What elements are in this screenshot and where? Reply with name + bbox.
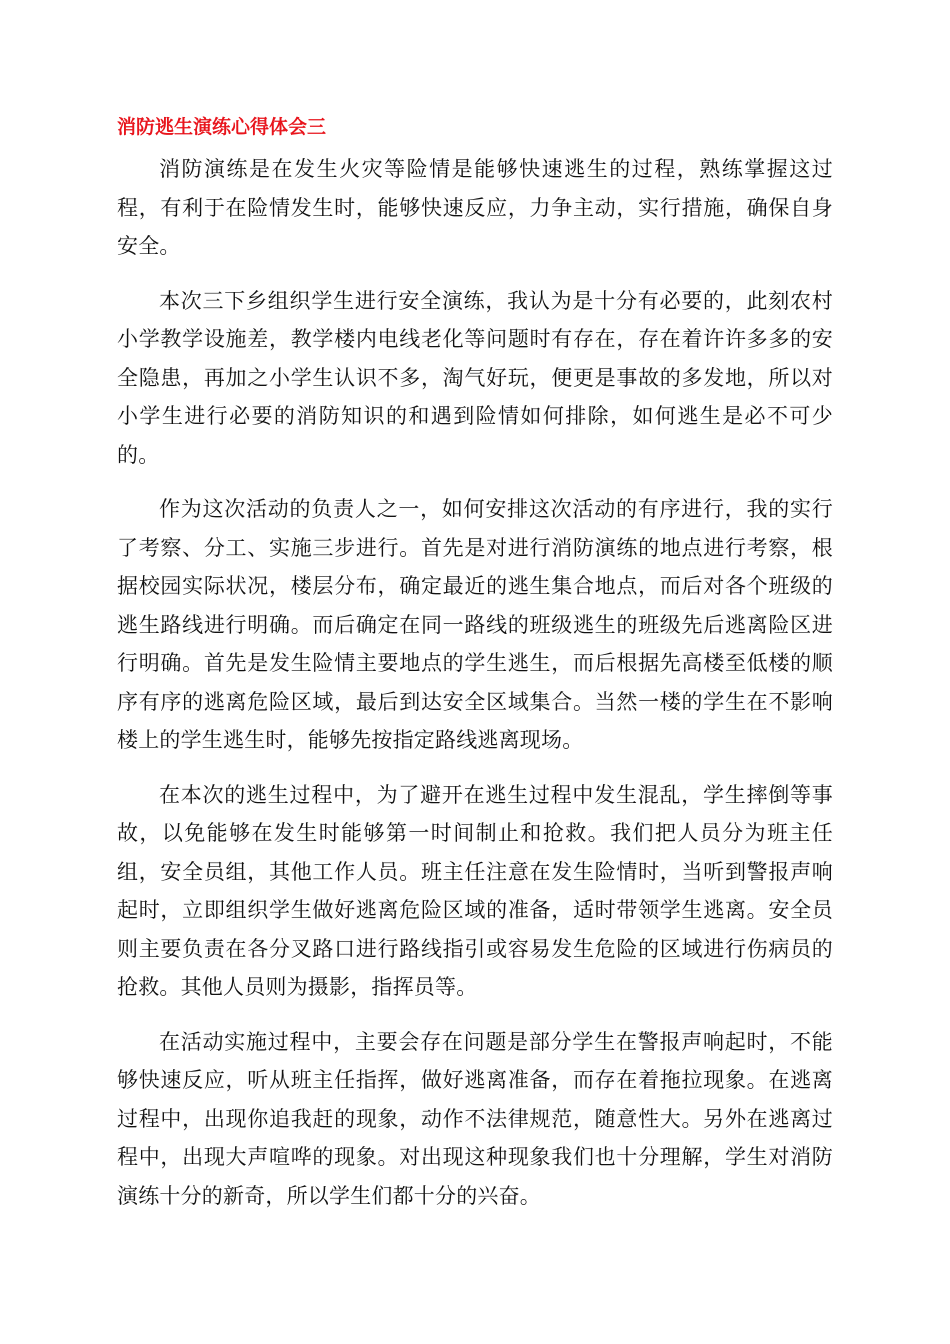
document-title: 消防逃生演练心得体会三 bbox=[117, 116, 327, 138]
paragraph-1: 消防演练是在发生火灾等险情是能够快速逃生的过程，熟练掌握这过程，有利于在险情发生时，能够快速反应，力争主动，实行措施，确保自身安全。 bbox=[117, 157, 833, 258]
paragraph-5: 在活动实施过程中，主要会存在问题是部分学生在警报声响起时，不能够快速反应，听从班主任指挥，做好逃离准备，而存在着拖拉现象。在逃离过程中，出现你追我赶的现象，动作不法律规范，随意性大。另外在逃离过程中，出现大声喧哗的现象。对出现这种现象我们也十分理解，学生对消防演练十分的新奇，所以学生们都十分的兴奋。 bbox=[117, 1029, 833, 1208]
paragraph-3: 作为这次活动的负责人之一，如何安排这次活动的有序进行，我的实行了考察、分工、实施三步进行。首先是对进行消防演练的地点进行考察，根据校园实际状况，楼层分布，确定最近的逃生集合地点，而后对各个班级的逃生路线进行明确。而后确定在同一路线的班级逃生的班级先后逃离险区进行明确。首先是发生险情主要地点的学生逃生，而后根据先高楼至低楼的顺序有序的逃离危险区域，最后到达安全区域集合。当然一楼的学生在不影响楼上的学生逃生时，能够先按指定路线逃离现场。 bbox=[117, 497, 833, 752]
paragraph-4: 在本次的逃生过程中，为了避开在逃生过程中发生混乱，学生摔倒等事故，以免能够在发生时能够第一时间制止和抢救。我们把人员分为班主任组，安全员组，其他工作人员。班主任注意在发生险情时，当听到警报声响起时，立即组织学生做好逃离危险区域的准备，适时带领学生逃离。安全员则主要负责在各分叉路口进行路线指引或容易发生危险的区域进行伤病员的抢救。其他人员则为摄影，指挥员等。 bbox=[117, 782, 833, 999]
paragraph-2: 本次三下乡组织学生进行安全演练，我认为是十分有必要的，此刻农村小学教学设施差，教学楼内电线老化等问题时有存在，存在着许许多多的安全隐患，再加之小学生认识不多，淘气好玩，便更是事故的多发地，所以对小学生进行必要的消防知识的和遇到险情如何排除，如何逃生是必不可少的。 bbox=[117, 288, 833, 467]
document-body bbox=[117, 112, 833, 1231]
